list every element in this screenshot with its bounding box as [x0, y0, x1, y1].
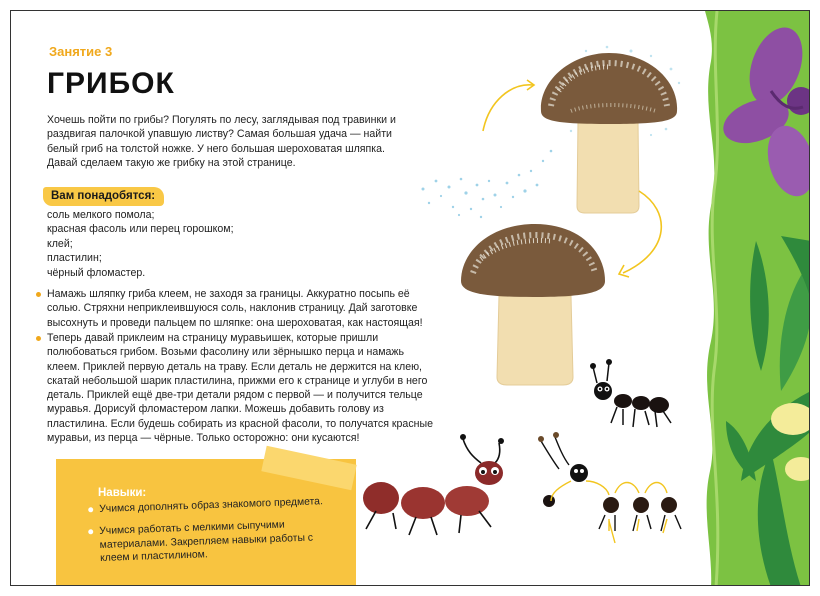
material-item: красная фасоль или перец горошком; [47, 223, 234, 236]
material-item: чёрный фломастер. [47, 266, 146, 279]
materials-label: Вам понадобятся: [43, 187, 164, 206]
skills-title: Навыки: [98, 487, 147, 499]
black-ant-illustration [590, 359, 671, 427]
instruction-step-1: Намажь шляпку гриба клеем, не заходя за границы. Аккуратно посыпь её солью. Стряхни неприклеившуюся соль, наклонив страницу. Дай заготовке высохнуть и проведи пальцем по шляпке: она шероховатая, как настоящая! [47, 287, 437, 330]
skill-item: Учимся дополнять образ знакомого предмета. [99, 494, 344, 516]
skill-item: Учимся работать с мелкими сыпучими материалами. Закрепляем навыки работы с клеем и пластилином. [99, 516, 345, 565]
instruction-step-2: Теперь давай приклеим на страницу муравьишек, которые пришли полюбоваться грибом. Возьми фасолину или зёрнышко перца и намажь клеем. Приклей первую деталь на траву. Если деталь не держится на клею, скатай небольшой шарик пластилина, прижми его к странице и углуби в него деталь. Приклей ещё две-три детали рядом с первой — и получится тельце муравья. Дорисуй фломастером лапки. Можешь добавить голову из пластилина. Если будешь собирать из красной фасоли, то получатся красные муравьи, из перца — чёрные. Только осторожно: они кусаются! [47, 331, 437, 445]
material-item: пластилин; [47, 252, 102, 265]
bean-ant-illustration [363, 434, 504, 535]
mushroom-bottom [461, 224, 605, 385]
ant-assembly-diagram [538, 432, 681, 543]
materials-list [47, 208, 347, 280]
page-title: ГРИБОК [47, 67, 175, 100]
intro-paragraph: Хочешь пойти по грибы? Погулять по лесу, заглядывая под травинки и раздвигая палочкой упавшую листву? Самая большая удача — найти белый гриб на толстой ножке. У него большая шероховатая шляпка. Давай сделаем такую же грибку на этой странице. [47, 114, 396, 170]
lesson-number: Занятие 3 [49, 44, 113, 59]
material-item: клей; [47, 237, 73, 250]
material-item: соль мелкого помола; [47, 209, 155, 221]
workbook-page [10, 10, 810, 586]
salt-sprinkle [422, 150, 553, 219]
mushroom-top [541, 46, 680, 213]
